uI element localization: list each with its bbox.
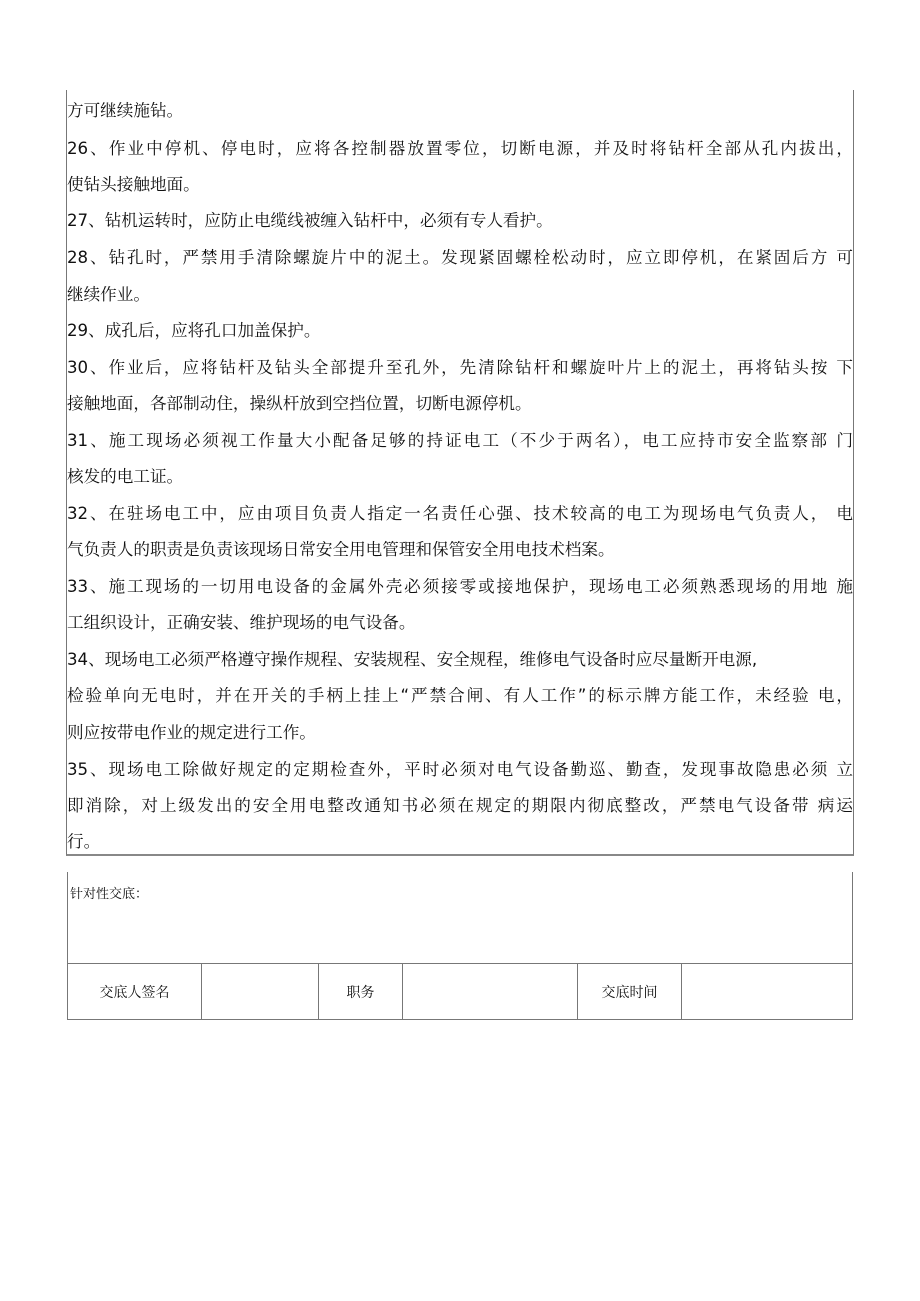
text-line-12: 32、在驻场电工中，应由项目负责人指定一名责任心强、技术较高的电工为现场电气负责人， 电 (67, 504, 853, 523)
signer-field[interactable] (202, 964, 319, 1020)
text-line-3: 使钻头接触地面。 (67, 175, 200, 194)
signer-label: 交底人签名 (68, 964, 202, 1020)
signature-row (68, 964, 853, 1020)
briefing-time-field[interactable] (682, 964, 853, 1020)
signature-table (67, 963, 853, 1020)
text-line-13: 气负责人的职责是负责该现场日常安全用电管理和保管安全用电技术档案。 (67, 540, 615, 559)
text-line-19: 35、现场电工除做好规定的定期检查外，平时必须对电气设备勤巡、勤查，发现事故隐患必须 立 (67, 760, 853, 779)
text-line-20: 即消除，对上级发出的安全用电整改通知书必须在规定的期限内彻底整改，严禁电气设备带 病运 (67, 796, 853, 815)
targeted-briefing-label: 针对性交底： (70, 887, 149, 902)
text-line-21: 行。 (67, 832, 101, 851)
position-label: 职务 (319, 964, 403, 1020)
text-line-6: 继续作业。 (67, 285, 150, 304)
text-line-14: 33、施工现场的一切用电设备的金属外壳必须接零或接地保护，现场电工必须熟悉现场的用地 施 (67, 577, 853, 596)
text-line-9: 接触地面，各部制动住，操纵杆放到空挡位置，切断电源停机。 (67, 394, 532, 413)
text-line-2: 26、作业中停机、停电时，应将各控制器放置零位，切断电源，并及时将钻杆全部从孔内拔出， (67, 139, 853, 158)
text-line-1: 方可继续施钻。 (67, 101, 184, 120)
text-line-18: 则应按带电作业的规定进行工作。 (67, 723, 316, 742)
text-line-16: 34、现场电工必须严格遵守操作规程、安装规程、安全规程，维修电气设备时应尽量断开电源, (67, 650, 758, 669)
text-line-17: 检验单向无电时，并在开关的手柄上挂上“严禁合闸、有人工作”的标示牌方能工作，未经验 电， (67, 686, 853, 705)
text-line-4: 27、钻机运转时，应防止电缆线被缠入钻杆中，必须有专人看护。 (67, 211, 553, 230)
text-line-11: 核发的电工证。 (67, 467, 184, 486)
text-line-8: 30、作业后，应将钻杆及钻头全部提升至孔外，先清除钻杆和螺旋叶片上的泥土，再将钻头按 下 (67, 358, 853, 377)
text-line-5: 28、钻孔时，严禁用手清除螺旋片中的泥土。发现紧固螺栓松动时，应立即停机，在紧固后方 可 (67, 248, 853, 267)
position-field[interactable] (403, 964, 578, 1020)
text-line-7: 29、成孔后，应将孔口加盖保护。 (67, 321, 321, 340)
briefing-time-label: 交底时间 (578, 964, 682, 1020)
text-line-10: 31、施工现场必须视工作量大小配备足够的持证电工（不少于两名），电工应持市安全监察部 门 (67, 431, 853, 450)
text-line-15: 工组织设计，正确安装、维护现场的电气设备。 (67, 613, 416, 632)
